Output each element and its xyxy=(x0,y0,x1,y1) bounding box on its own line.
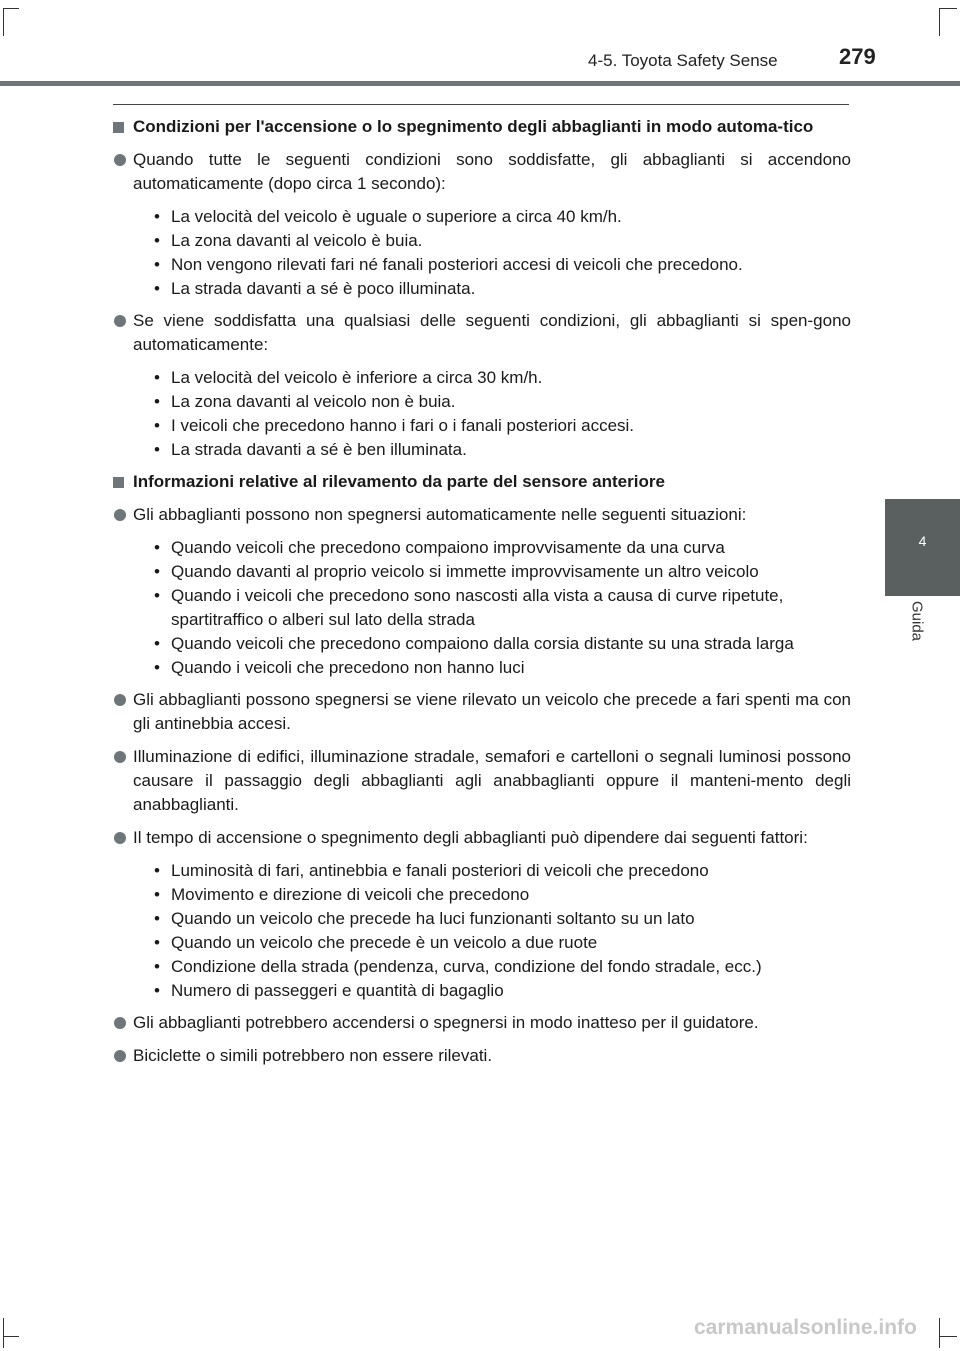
list-item-text: Quando i veicoli che precedono sono nascosti alla vista a causa di curve ripetute, spartitraffico o alberi sul lato della strada xyxy=(171,586,784,629)
paragraph xyxy=(111,1011,851,1035)
list-item xyxy=(154,584,851,632)
list-item xyxy=(154,656,851,680)
chapter-number: 4 xyxy=(918,533,927,549)
paragraph-text: Quando tutte le seguenti condizioni sono soddisfatte, gli abbaglianti si accendono automaticamente (dopo circa 1 secondo): xyxy=(133,150,851,193)
crop-mark xyxy=(939,1318,940,1348)
list-item xyxy=(154,414,851,438)
section-heading-text: Informazioni relative al rilevamento da parte del sensore anteriore xyxy=(133,472,665,491)
bullet-icon: • xyxy=(154,586,160,605)
bullet-icon: • xyxy=(154,885,160,904)
round-bullet-icon xyxy=(114,1017,126,1029)
list-item xyxy=(154,277,851,301)
round-bullet-icon xyxy=(114,154,126,166)
crop-mark xyxy=(939,1336,957,1337)
round-bullet-icon xyxy=(114,1050,126,1062)
list-item xyxy=(154,632,851,656)
list-item-text: La zona davanti al veicolo non è buia. xyxy=(171,392,456,411)
list-item xyxy=(154,390,851,414)
list-item-text: Movimento e direzione di veicoli che precedono xyxy=(171,885,530,904)
section-heading xyxy=(111,115,851,139)
list-item-text: Quando davanti al proprio veicolo si immette improvvisamente un altro veicolo xyxy=(171,562,759,581)
list-item-text: La zona davanti al veicolo è buia. xyxy=(171,231,423,250)
round-bullet-icon xyxy=(114,832,126,844)
list-item-text: Numero di passeggeri e quantità di bagaglio xyxy=(171,981,504,1000)
list-item xyxy=(154,955,851,979)
sub-list xyxy=(111,205,851,301)
bullet-icon: • xyxy=(154,981,160,1000)
list-item-text: La strada davanti a sé è ben illuminata. xyxy=(171,440,467,459)
list-item xyxy=(154,229,851,253)
paragraph-text: Se viene soddisfatta una qualsiasi delle seguenti condizioni, gli abbaglianti si spen-gono automaticamente: xyxy=(133,311,851,354)
bullet-icon: • xyxy=(154,416,160,435)
bullet-icon: • xyxy=(154,255,160,274)
square-bullet-icon xyxy=(113,122,124,133)
round-bullet-icon xyxy=(114,315,126,327)
header-bar xyxy=(0,81,960,86)
list-item xyxy=(154,205,851,229)
list-item xyxy=(154,979,851,1003)
bullet-icon: • xyxy=(154,279,160,298)
list-item-text: Quando veicoli che precedono compaiono dalla corsia distante su una strada larga xyxy=(171,634,794,653)
bullet-icon: • xyxy=(154,392,160,411)
paragraph-text: Biciclette o simili potrebbero non essere rilevati. xyxy=(133,1046,493,1065)
crop-mark xyxy=(3,8,4,36)
list-item xyxy=(154,883,851,907)
list-item-text: La velocità del veicolo è uguale o superiore a circa 40 km/h. xyxy=(171,207,622,226)
page-content xyxy=(111,115,851,1077)
list-item xyxy=(154,253,851,277)
paragraph-text: Il tempo di accensione o spegnimento degli abbaglianti può dipendere dai seguenti fattori: xyxy=(133,828,808,847)
crop-mark xyxy=(939,8,940,36)
top-rule xyxy=(113,104,849,105)
list-item xyxy=(154,536,851,560)
list-item-text: Non vengono rilevati fari né fanali posteriori accesi di veicoli che precedono. xyxy=(171,255,743,274)
list-item xyxy=(154,931,851,955)
crop-mark xyxy=(3,1318,4,1348)
sub-list xyxy=(111,859,851,1003)
section-heading-text: Condizioni per l'accensione o lo spegnimento degli abbaglianti in modo automa-tico xyxy=(133,117,814,136)
paragraph-text: Illuminazione di edifici, illuminazione stradale, semafori e cartelloni o segnali luminosi possono causare il passaggio degli abbaglianti agli anabbaglianti oppure il manteni-mento degli anabbaglianti. xyxy=(133,747,851,814)
paragraph xyxy=(111,688,851,736)
round-bullet-icon xyxy=(114,694,126,706)
list-item-text: I veicoli che precedono hanno i fari o i fanali posteriori accesi. xyxy=(171,416,635,435)
section-heading xyxy=(111,470,851,494)
chapter-label: Guida xyxy=(908,601,926,642)
bullet-icon: • xyxy=(154,538,160,557)
bullet-icon: • xyxy=(154,909,160,928)
list-item xyxy=(154,560,851,584)
crop-mark xyxy=(3,1336,19,1337)
bullet-icon: • xyxy=(154,440,160,459)
bullet-icon: • xyxy=(154,658,160,677)
paragraph-text: Gli abbaglianti possono non spegnersi automaticamente nelle seguenti situazioni: xyxy=(133,505,747,524)
paragraph xyxy=(111,309,851,357)
paragraph xyxy=(111,826,851,850)
paragraph xyxy=(111,148,851,196)
bullet-icon: • xyxy=(154,933,160,952)
bullet-icon: • xyxy=(154,562,160,581)
list-item-text: La velocità del veicolo è inferiore a circa 30 km/h. xyxy=(171,368,543,387)
list-item-text: Condizione della strada (pendenza, curva, condizione del fondo stradale, ecc.) xyxy=(171,957,762,976)
list-item-text: Quando i veicoli che precedono non hanno luci xyxy=(171,658,525,677)
crop-mark xyxy=(3,8,19,9)
round-bullet-icon xyxy=(114,751,126,763)
round-bullet-icon xyxy=(114,509,126,521)
bullet-icon: • xyxy=(154,957,160,976)
sub-list xyxy=(111,366,851,462)
paragraph-text: Gli abbaglianti potrebbero accendersi o spegnersi in modo inatteso per il guidatore. xyxy=(133,1013,759,1032)
paragraph xyxy=(111,745,851,817)
bullet-icon: • xyxy=(154,231,160,250)
paragraph xyxy=(111,1044,851,1068)
page-number: 279 xyxy=(839,44,876,69)
list-item xyxy=(154,859,851,883)
list-item xyxy=(154,438,851,462)
paragraph-text: Gli abbaglianti possono spegnersi se viene rilevato un veicolo che precede a fari spenti ma con gli antinebbia accesi. xyxy=(133,690,851,733)
list-item-text: La strada davanti a sé è poco illuminata. xyxy=(171,279,476,298)
bullet-icon: • xyxy=(154,861,160,880)
paragraph xyxy=(111,503,851,527)
list-item-text: Quando un veicolo che precede è un veicolo a due ruote xyxy=(171,933,598,952)
chapter-tab[interactable] xyxy=(885,499,960,596)
sub-list xyxy=(111,536,851,680)
list-item-text: Quando un veicolo che precede ha luci funzionanti soltanto su un lato xyxy=(171,909,695,928)
bullet-icon: • xyxy=(154,634,160,653)
square-bullet-icon xyxy=(113,477,124,488)
list-item-text: Luminosità di fari, antinebbia e fanali posteriori di veicoli che precedono xyxy=(171,861,709,880)
list-item xyxy=(154,907,851,931)
list-item-text: Quando veicoli che precedono compaiono improvvisamente da una curva xyxy=(171,538,725,557)
bullet-icon: • xyxy=(154,368,160,387)
watermark: carmanualsonline.info xyxy=(694,1316,917,1339)
list-item xyxy=(154,366,851,390)
header-section-title: 4-5. Toyota Safety Sense xyxy=(588,51,778,70)
bullet-icon: • xyxy=(154,207,160,226)
crop-mark xyxy=(939,8,957,9)
